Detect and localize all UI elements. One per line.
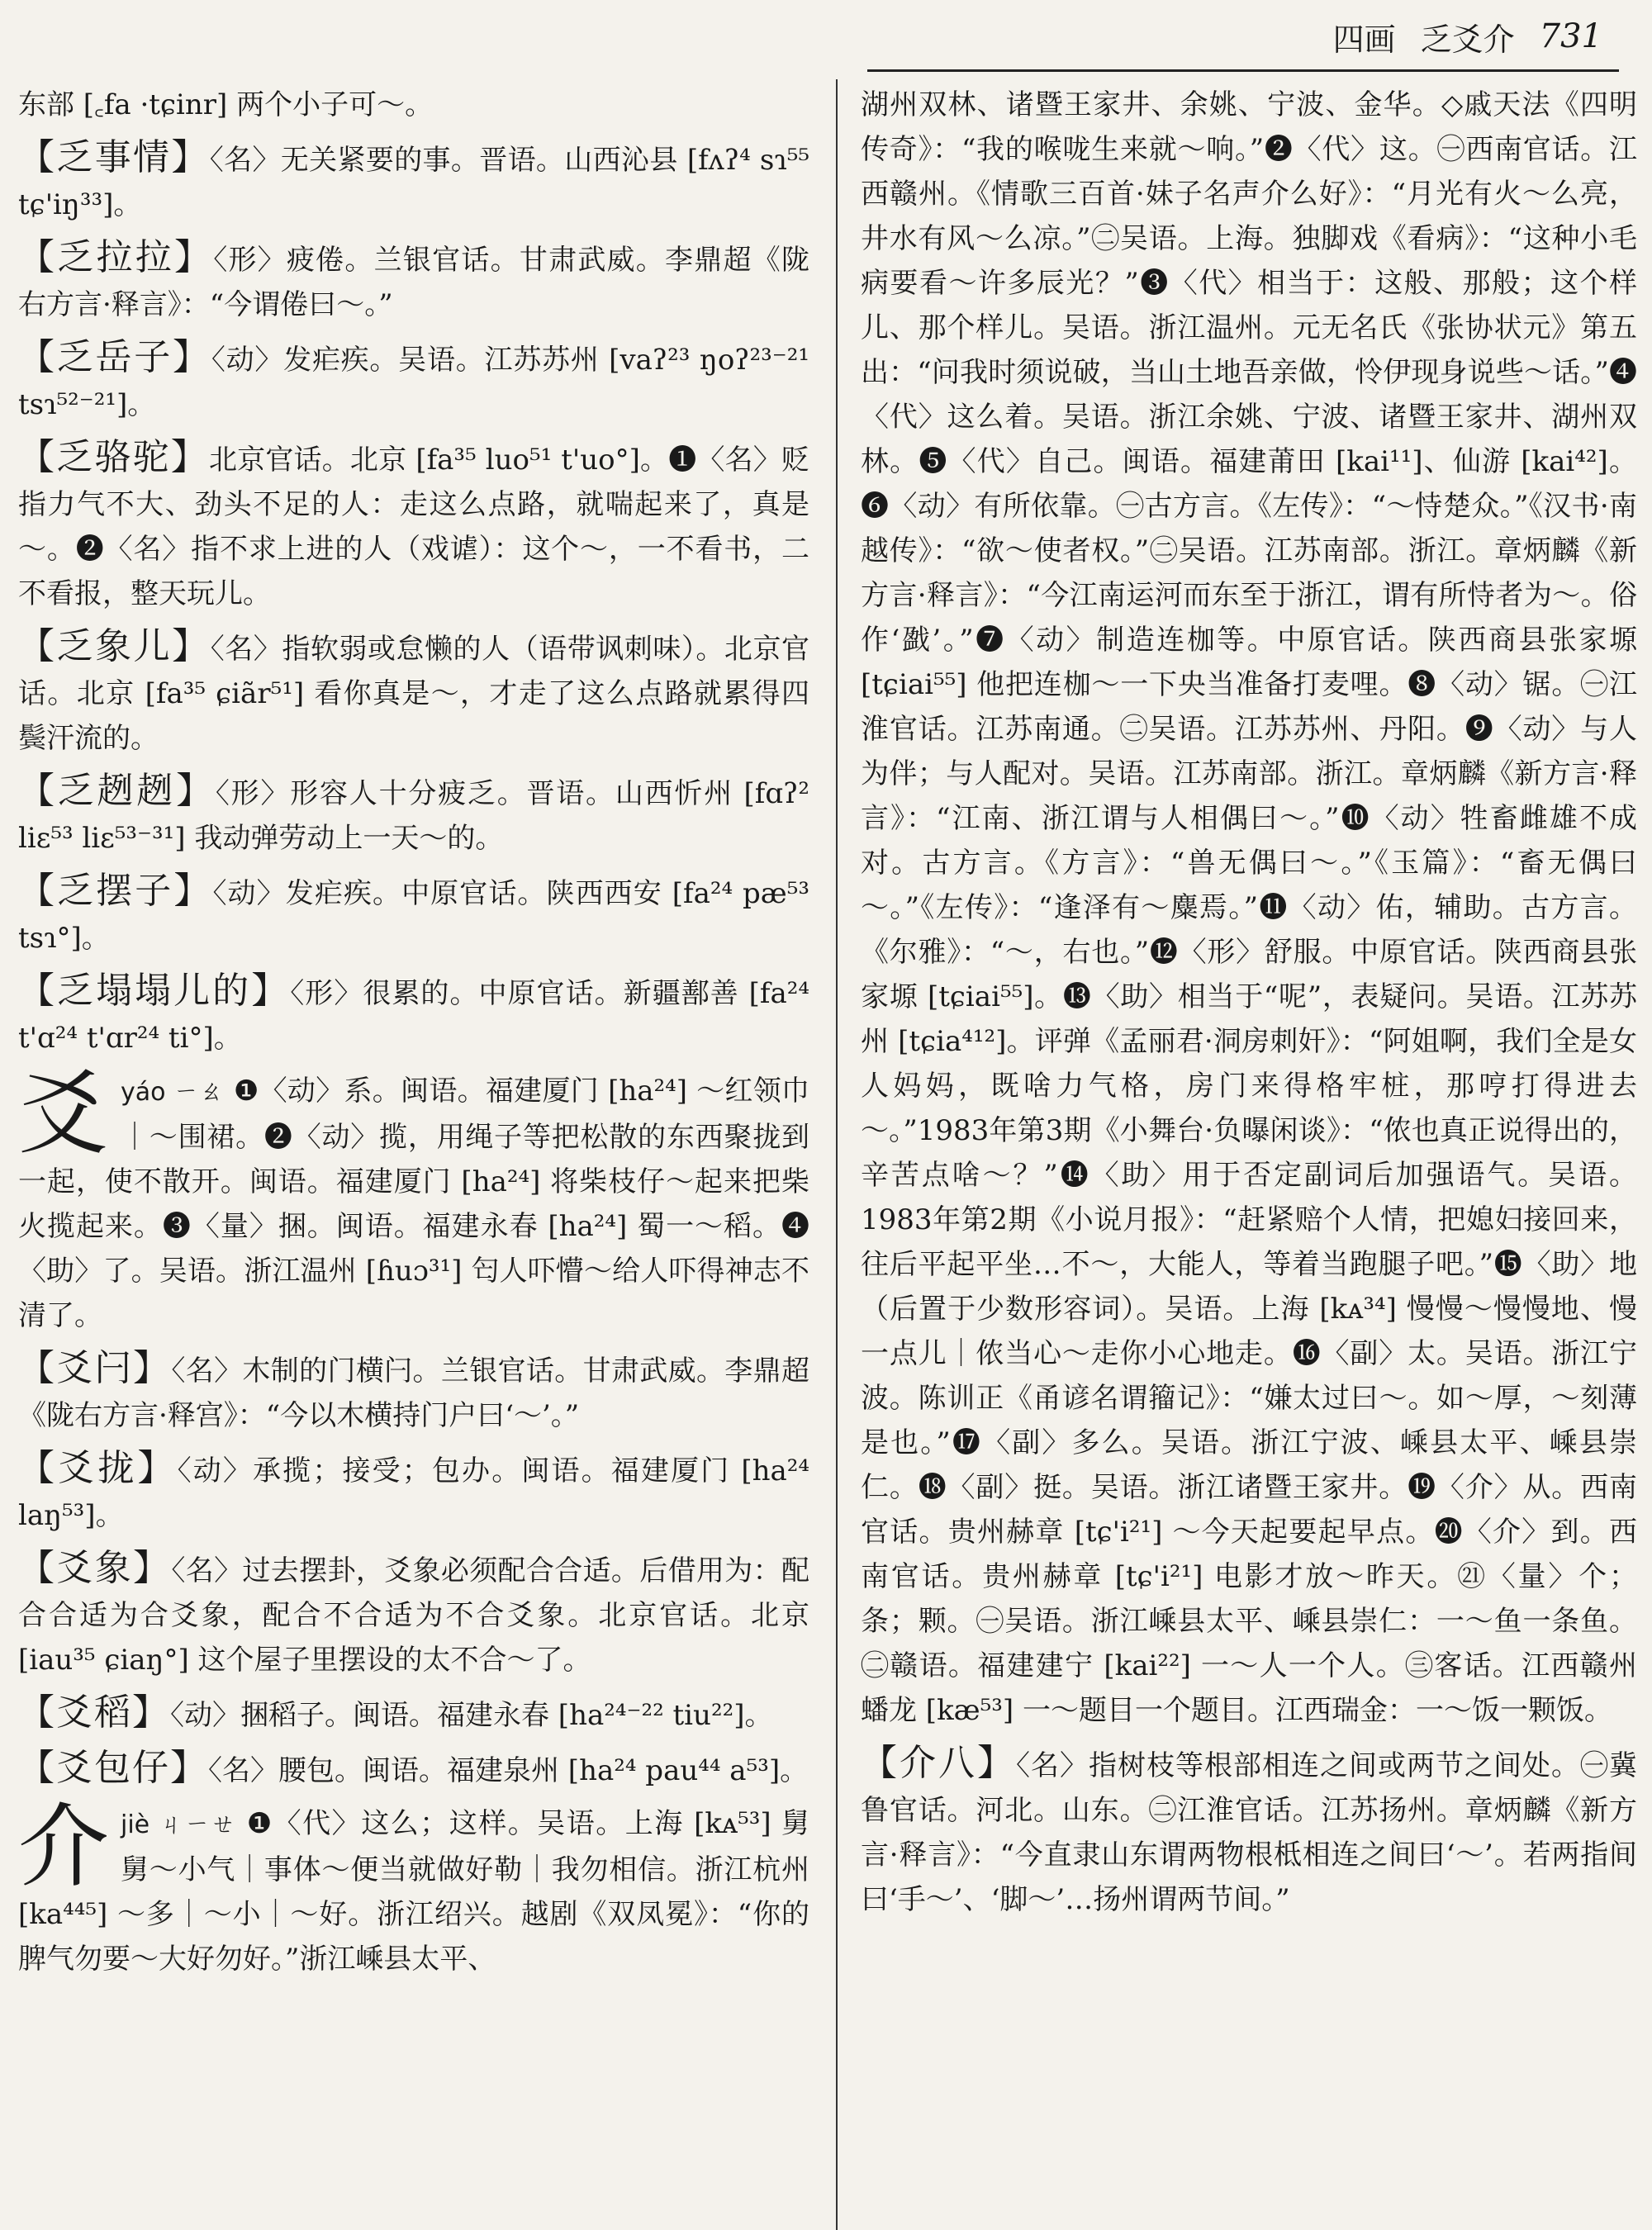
entry-body: 〈动〉承揽；接受；包办。闽语。福建厦门 [ha²⁴ laŋ⁵³]。 <box>18 1454 809 1532</box>
entry-continuation <box>861 83 1637 1733</box>
character-entry-jie <box>18 1794 809 1981</box>
entry-body: 〈形〉很累的。中原官话。新疆鄯善 [fa²⁴ t'ɑ²⁴ t'ɑr²⁴ ti°]。 <box>18 977 809 1055</box>
entry-body: 湖州双林、诸暨王家井、余姚、宁波、金华。◇戚天法《四明传奇》：“我的喉咙生来就～响。”❷〈代〉这。㊀西南官话。江西赣州。《情歌三百首·妹子名声介么好》：“月光有火～么亮，井水有风～么凉。”㊁吴语。上海。独脚戏《看病》：“这种小毛病要看～许多辰光？”❸〈代〉相当于：这般、那般；这个样儿、那个样儿。吴语。浙江温州。元无名氏《张协状元》第五出：“问我时须说破，当山土地吾亲做，怜伊现身说些～话。”❹〈代〉这么着。吴语。浙江余姚、宁波、诸暨王家井、湖州双林。❺〈代〉自己。闽语。福建莆田 [kai¹¹]、仙游 [kai⁴²]。❻〈动〉有所依靠。㊀古方言。《左传》：“～恃楚众。”《汉书·南越传》：“欲～使者权。”㊁吴语。江苏南部。浙江。章炳麟《新方言·释言》：“今江南运河而东至于浙江，谓有所恃者为～。俗作‘戤’。”❼〈动〉制造连枷等。中原官话。陕西商县张家塬 [tɕiai⁵⁵] 他把连枷～一下央当准备打麦哩。❽〈动〉锯。㊀江淮官话。江苏南通。㊁吴语。江苏苏州、丹阳。❾〈动〉与人为伴；与人配对。吴语。江苏南部。浙江。章炳麟《新方言·释言》：“江南、浙江谓与人相偶曰～。”❿〈动〉牲畜雌雄不成对。古方言。《方言》：“兽无偶曰～。”《玉篇》：“畜无偶曰～。”《左传》：“逢泽有～麋焉。”⓫〈动〉佑，辅助。古方言。《尔雅》：“～，右也。”⓬〈形〉舒服。中原官话。陕西商县张家塬 [tɕiai⁵⁵]。⓭〈助〉相当于“呢”，表疑问。吴语。江苏苏州 [tɕia⁴¹²]。评弹《孟丽君·洞房刺奸》：“阿姐啊，我们全是女人妈妈，既啥力气格，房门来得格牢桩，那哼打得进去～。”1983年第3期《小舞台·负曝闲谈》：“侬也真正说得出的，辛苦点啥～？”⓮〈助〉用于否定副词后加强语气。吴语。1983年第2期《小说月报》：“赶紧赔个人情，把媳妇接回来，往后平起平坐…不～，大能人，等着当跑腿子吧。”⓯〈助〉地（后置于少数形容词）。吴语。上海 [kᴀ³⁴] 慢慢～慢慢地、慢一点儿｜侬当心～走你小心地走。⓰〈副〉太。吴语。浙江宁波。陈训正《甬谚名谓籀记》：“嫌太过曰～。如～厚，～刻薄是也。”⓱〈副〉多么。吴语。浙江宁波、嵊县太平、嵊县崇仁。⓲〈副〉挺。吴语。浙江诸暨王家井。⓳〈介〉从。西南官话。贵州赫章 [tɕ'i²¹] ～今天起要起早点。⓴〈介〉到。西南官话。贵州赫章 [tɕ'i²¹] 电影才放～昨天。㉑〈量〉个；条；颗。㊀吴语。浙江嵊县太平、嵊县崇仁：一～鱼一条鱼。㊁赣语。福建建宁 [kai²²] 一～人一个人。㊂客话。江西赣州蟠龙 [kæ⁵³] 一～题目一个题目。江西瑞金：一～饭一颗饭。 <box>861 88 1637 1727</box>
headword: 【乏事情】 <box>18 136 210 178</box>
headword: 【乏趔趔】 <box>18 770 216 812</box>
headword: 【爻包仔】 <box>18 1747 208 1789</box>
entry-body: 〈名〉腰包。闽语。福建泉州 [ha²⁴ pau⁴⁴ a⁵³]。 <box>208 1754 809 1787</box>
headword: 【介八】 <box>861 1742 1016 1784</box>
entry-body: 〈动〉发疟疾。中原官话。陕西西安 [fa²⁴ pæ⁵³ tsɿ°]。 <box>18 877 809 955</box>
entry-body: 〈动〉发疟疾。吴语。江苏苏州 [vaʔ²³ ŋoʔ²³⁻²¹ tsɿ⁵²⁻²¹]。 <box>18 344 809 421</box>
entry <box>18 769 809 861</box>
entry-body: 〈名〉指树枝等根部相连之间或两节之间处。㊀冀鲁官话。河北。山东。㊁江淮官话。江苏扬州。章炳麟《新方言·释言》：“今直隶山东谓两物根柢相连之间曰‘～’。若两指间曰‘手～’、‘脚～’…扬州谓两节间。” <box>861 1749 1637 1916</box>
headword: 【乏摆子】 <box>18 870 213 912</box>
entry <box>18 969 809 1060</box>
entry <box>18 235 809 327</box>
entry-body: 〈名〉过去摆卦，爻象必须配合合适。后借用为：配合合适为合爻象，配合不合适为不合爻象。北京官话。北京 [iau³⁵ ɕiaŋ°] 这个屋子里摆设的太不合～了。 <box>18 1554 809 1677</box>
left-column <box>18 83 809 2230</box>
entry <box>18 135 809 227</box>
entry-body: 〈名〉无关紧要的事。晋语。山西沁县 [fʌʔ⁴ sɿ⁵⁵ tɕ'iŋ³³]。 <box>18 144 809 221</box>
big-character: 爻 <box>18 1061 109 1167</box>
entry <box>18 435 809 616</box>
pinyin: jiè ㄐㄧㄝ <box>121 1810 237 1839</box>
entry-body: 〈动〉捆稻子。闽语。福建永春 [ha²⁴⁻²² tiu²²]。 <box>170 1699 773 1732</box>
entry <box>18 1446 809 1538</box>
headword: 【爻象】 <box>18 1547 172 1589</box>
entry-body: ❶〈动〉系。闽语。福建厦门 [ha²⁴] ～红领巾｜～围裙。❷〈动〉揽，用绳子等把松散的东西聚拢到一起，使不散开。闽语。福建厦门 [ha²⁴] 将柴枝仔～起来把柴火揽起来。❸〈量〉捆。闽语。福建永春 [ha²⁴] 蜀一～稻。❹〈助〉了。吴语。浙江温州 [ɦuɔ³¹] 匄人吓懵～给人吓得神志不清了。 <box>18 1075 809 1332</box>
headword: 【乏象儿】 <box>18 625 211 667</box>
entry-body: 〈形〉形容人十分疲乏。晋语。山西忻州 [fɑʔ² liɛ⁵³ liɛ⁵³⁻³¹] 我动弹劳动上一天～的。 <box>18 777 809 855</box>
entry-body: 东部 [꜀fa ·tɕinr] 两个小子可～。 <box>18 88 434 121</box>
entry-continuation <box>18 83 809 127</box>
entry <box>18 1546 809 1682</box>
headword: 【爻拢】 <box>18 1447 178 1489</box>
headword: 【乏塌塌儿的】 <box>18 970 291 1012</box>
headword: 【爻稻】 <box>18 1691 170 1734</box>
pinyin: yáo ㄧㄠ <box>121 1078 224 1107</box>
character-entry-yao <box>18 1061 809 1338</box>
headword: 【乏骆驼】 <box>18 436 209 478</box>
page-number: 731 <box>1539 17 1602 55</box>
section-label: 四画 <box>1332 21 1396 58</box>
big-character: 介 <box>18 1794 109 1900</box>
entry <box>18 1346 809 1438</box>
entry <box>861 1741 1637 1922</box>
entry-body: 〈名〉指软弱或怠懒的人（语带讽刺味）。北京官话。北京 [fa³⁵ ɕiãr⁵¹] 看你真是～，才走了这么点路就累得四鬓汗流的。 <box>18 633 809 755</box>
entry-body: 〈名〉木制的门横闩。兰银官话。甘肃武威。李鼎超《陇右方言·释宫》：“今以木横持门户曰‘～’。” <box>18 1355 809 1432</box>
entry <box>18 869 809 961</box>
headword: 【乏岳子】 <box>18 336 211 378</box>
entry-body: ❶〈代〉这么；这样。吴语。上海 [kᴀ⁵³] 舅舅～小气｜事体～便当就做好勒｜我勿相信。浙江杭州 [ka⁴⁴⁵] ～多｜～小｜～好。浙江绍兴。越剧《双凤冕》：“你的脾气勿要～大好勿好。”浙江嵊县太平、 <box>18 1807 809 1976</box>
headword: 【爻闩】 <box>18 1347 172 1389</box>
entry <box>18 624 809 761</box>
entry-body: 北京官话。北京 [fa³⁵ luo⁵¹ t'uo°]。❶〈名〉贬指力气不大、劲头不足的人：走这么点路，就喘起来了，真是～。❷〈名〉指不求上进的人（戏谑）：这个～，一不看书，二不看报，整天玩儿。 <box>18 444 809 610</box>
entry <box>18 1691 809 1738</box>
header-rule <box>867 69 1619 72</box>
column-divider <box>836 79 838 2230</box>
entry-body: 〈形〉疲倦。兰银官话。甘肃武威。李鼎超《陇右方言·释言》：“今谓倦曰～。” <box>18 244 809 321</box>
right-column <box>861 83 1637 2230</box>
page-header <box>1333 12 1602 61</box>
entry <box>18 335 809 427</box>
header-chars: 乏爻介 <box>1420 21 1515 58</box>
entry <box>18 1746 809 1793</box>
headword: 【乏拉拉】 <box>18 236 214 278</box>
